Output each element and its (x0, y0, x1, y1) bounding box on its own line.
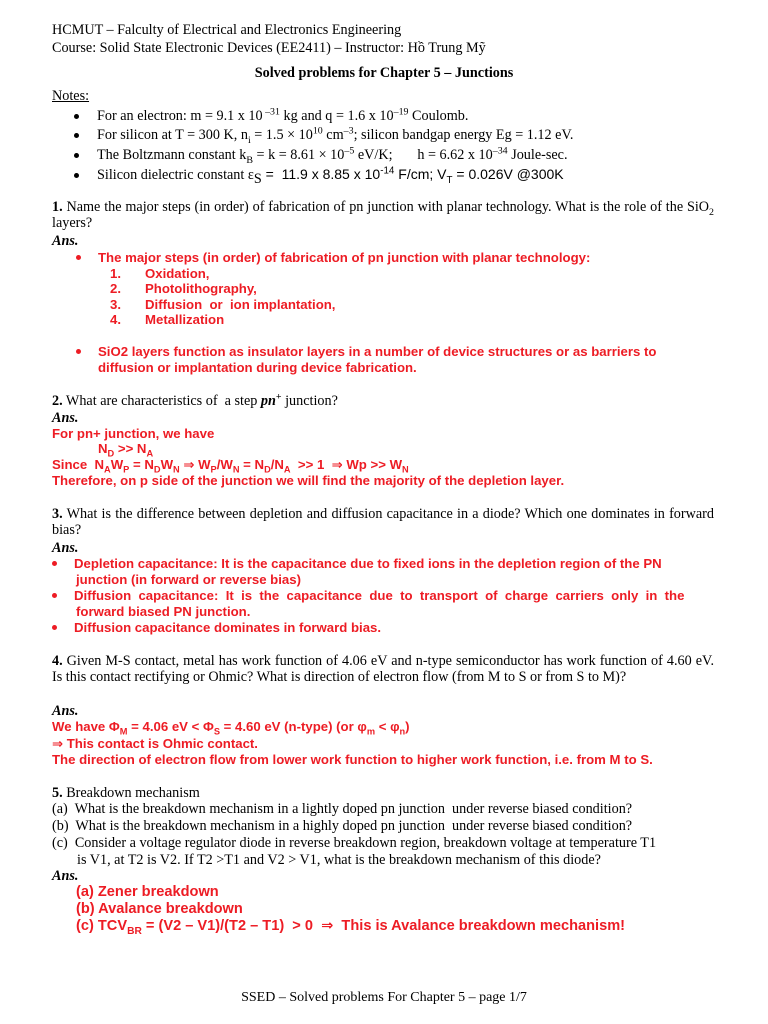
question-1: 1. Name the major steps (in order) of fabrication of pn junction with planar technology. What is the role of the SiO$_2$ layers? (52, 199, 714, 232)
q4-ans-line-1: We have $\Phi_M = 4.06$ eV < $\Phi_S = 4.60$ eV (n-type) (or $\varphi_m < \varphi_n$) (52, 719, 410, 737)
page-footer: SSED – Solved problems For Chapter 5 – page 1/7 (241, 990, 527, 1005)
q5-ans-label: Ans. (52, 868, 79, 884)
bullet-icon (52, 593, 57, 598)
q2-ans-line-3: Since $N_AW_P = N_DW_N$ ⇒ $W_P/W_N = N_D/N_A >> 1$ ⇒ $Wp >> W_N$ (52, 457, 409, 475)
q5-part-c: (c) Consider a voltage regulator diode in reverse breakdown region, breakdown voltage at temperature T1 (52, 835, 657, 851)
q1-bullet-sio2: SiO2 layers function as insulator layers in a number of device structures or as barriers to (76, 344, 656, 360)
q3-bullet-dominates: Diffusion capacitance dominates in forward bias. (52, 620, 381, 636)
q3-bullet-depletion-cont: junction (in forward or reverse bias) (76, 572, 301, 587)
bullet-icon (74, 133, 79, 138)
notes-heading: Notes: (52, 88, 90, 104)
q4-ans-label: Ans. (52, 703, 79, 719)
bullet-icon (74, 153, 79, 158)
bullet-icon (74, 173, 79, 178)
q5-ans-a: (a) Zener breakdown (76, 884, 219, 900)
q3-bullet-diffusion-cont: forward biased PN junction. (76, 604, 251, 619)
q2-ans-label: Ans. (52, 410, 79, 426)
q3-ans-label: Ans. (52, 540, 79, 556)
header-line-2: Course: Solid State Electronic Devices (EE2411) – Instructor: Hồ Trung Mỹ (52, 40, 486, 56)
q1-bullet-steps: The major steps (in order) of fabrication of pn junction with planar technology: (76, 250, 590, 266)
q5-part-a: (a) What is the breakdown mechanism in a lightly doped pn junction under reverse biased condition? (52, 801, 633, 817)
q1-step-1: 1. Oxidation, (110, 266, 210, 281)
q3-bullet-diffusion: Diffusion capacitance: It is the capacitance due to transport of charge carriers only in the (52, 588, 684, 604)
q2-ans-line-4: Therefore, on p side of the junction we will find the majority of the depletion layer. (52, 473, 565, 488)
header-line-1: HCMUT – Falculty of Electrical and Electronics Engineering (52, 22, 402, 38)
q5-ans-c: (c) $TCV_{BR} = (V2 - V1)/(T2 - T1) > 0$ ⇒ This is Avalance breakdown mechanism! (76, 918, 626, 937)
q5-part-c-cont: is V1, at T2 is V2. If T2 >T1 and V2 > V1, what is the breakdown mechanism of this diode? (77, 852, 601, 868)
question-3: 3. What is the difference between depletion and diffusion capacitance in a diode? Which one dominates in forward bias? (52, 506, 714, 539)
notes-item-dielectric: Silicon dielectric constant $\varepsilon_S = 11.9$ x 8.85 x $10^{-14}$ F/cm; $V_T = 0.026V$ @300K (74, 166, 564, 188)
q2-ans-line-1: For pn+ junction, we have (52, 426, 215, 441)
bullet-icon (76, 349, 81, 354)
bullet-icon (52, 625, 57, 630)
q1-bullet-sio2-cont: diffusion or implantation during device fabrication. (98, 360, 417, 375)
q3-bullet-depletion: Depletion capacitance: It is the capacitance due to fixed ions in the depletion region of the PN (52, 556, 714, 572)
q2-ans-line-2: $N_D >> N_A$ (98, 441, 154, 459)
page-title: Solved problems for Chapter 5 – Junctions (254, 65, 514, 81)
q1-ans-label: Ans. (52, 233, 79, 249)
q5-part-b: (b) What is the breakdown mechanism in a highly doped pn junction under reverse biased condition? (52, 818, 633, 834)
q5-ans-b: (b) Avalance breakdown (76, 901, 243, 917)
question-4: 4. Given M-S contact, metal has work function of 4.06 eV and n-type semiconductor has work function of 4.60 eV. Is this contact rectifying or Ohmic? What is direction of electron flow (from M to S or from S to M)? (52, 653, 714, 686)
bullet-icon (52, 561, 57, 566)
q1-step-3: 3. Diffusion or ion implantation, (110, 297, 336, 312)
notes-item-boltzmann: The Boltzmann constant $k_B = k = 8.61 \times 10^{-5}$ eV/K; h = 6.62 x $10^{-34}$ Joule-sec. (74, 147, 568, 163)
q1-step-2: 2. Photolithography, (110, 281, 257, 296)
notes-item-electron: For an electron: m = 9.1 x 10 $^{-31}$ kg and q = 1.6 x $10^{-19}$ Coulomb. (74, 108, 468, 124)
q4-ans-line-2: ⇒ This contact is Ohmic contact. (52, 736, 258, 751)
question-2: 2. What are characteristics of a step pn+ junction? (52, 391, 338, 409)
question-5: 5. Breakdown mechanism (52, 785, 200, 801)
bullet-icon (76, 255, 81, 260)
q1-step-4: 4. Metallization (110, 312, 225, 327)
bullet-icon (74, 114, 79, 119)
notes-item-silicon: For silicon at T = 300 K, $n_i = 1.5 \times 10^{10}$ $cm^{-3}$; silicon bandgap energy Eg = 1.12 eV. (74, 127, 573, 143)
q4-ans-line-3: The direction of electron flow from lower work function to higher work function, i.e. from M to S. (52, 752, 653, 767)
